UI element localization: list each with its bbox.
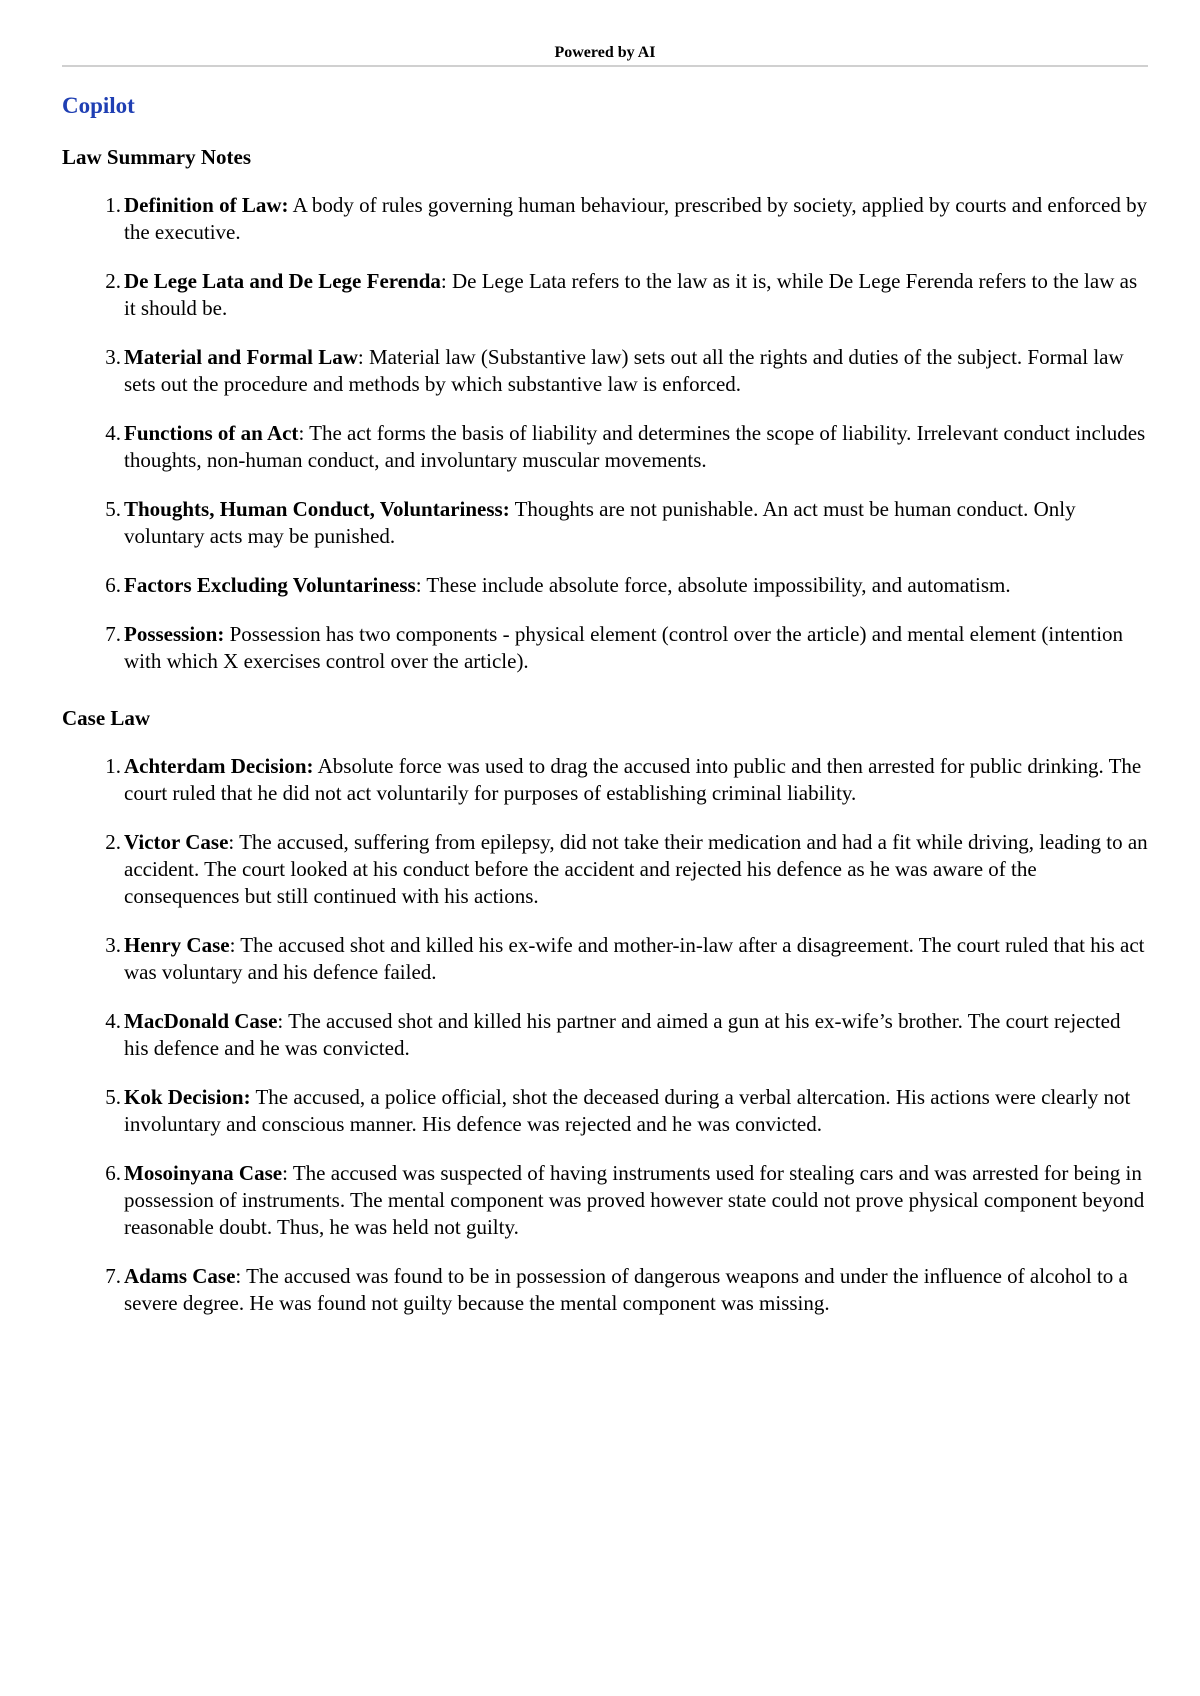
list-item-text: The accused, a police official, shot the deceased during a verbal altercation. His actions were clearly not involuntary and conscious manner. His defence was rejected and he was convicted. [124,1085,1131,1136]
list-item-term: Definition of Law: [124,193,289,217]
list-item-text: Possession has two components - physical element (control over the article) and mental element (intention with which X exercises control over the article). [124,622,1124,673]
list-item-number: 4. [105,1009,121,1033]
list-item [62,1263,1148,1317]
list-item-number: 6. [105,1161,121,1185]
list-item-term: Kok Decision: [124,1085,251,1109]
list-item-term: Henry Case [124,933,230,957]
list-item [62,496,1148,550]
list-item [62,829,1148,910]
list-item-text: Thoughts are not punishable. An act must be human conduct. Only voluntary acts may be punished. [124,497,1076,548]
list-item-text: A body of rules governing human behaviour, prescribed by society, applied by courts and enforced by the executive. [124,193,1148,244]
list-item-term: Material and Formal Law [124,345,358,369]
list-item-term: Functions of an Act [124,421,299,445]
list-item-term: Possession: [124,622,225,646]
header-divider [62,65,1148,67]
list-item-term: Mosoinyana Case [124,1161,283,1185]
list-item-text: Absolute force was used to drag the accused into public and then arrested for public drinking. The court ruled that he did not act voluntarily for purposes of establishing criminal liability. [124,754,1142,805]
document-page [62,0,1148,1696]
list-item [62,753,1148,807]
summary-heading: Law Summary Notes [62,145,251,169]
list-item-text: : The accused was found to be in possession of dangerous weapons and under the influence of alcohol to a severe degree. He was found not guilty because the mental component was missing. [124,1264,1128,1315]
list-item-number: 7. [105,622,121,646]
list-item-number: 2. [105,830,121,854]
list-item-text: : The accused was suspected of having instruments used for stealing cars and was arrested for being in possession of instruments. The mental component was proved however state could not prove physical component beyond reasonable doubt. Thus, he was held not guilty. [124,1161,1145,1239]
list-item-number: 6. [105,573,121,597]
list-item-number: 1. [105,193,121,217]
list-item-text: : The accused shot and killed his ex-wife and mother-in-law after a disagreement. The court ruled that his act was voluntary and his defence failed. [124,933,1145,984]
list-item [62,420,1148,474]
list-item-term: Victor Case [124,830,229,854]
list-item-number: 1. [105,754,121,778]
list-item [62,932,1148,986]
list-item [62,621,1148,675]
list-item [62,344,1148,398]
list-item-text: : The act forms the basis of liability and determines the scope of liability. Irrelevant conduct includes thoughts, non-human conduct, and involuntary muscular movements. [124,421,1146,472]
list-item-term: Achterdam Decision: [124,754,314,778]
list-item-number: 4. [105,421,121,445]
list-item [62,1084,1148,1138]
list-item-number: 5. [105,497,121,521]
list-item-term: Thoughts, Human Conduct, Voluntariness: [124,497,510,521]
summary-list [62,192,1148,675]
list-item [62,268,1148,322]
list-item-term: De Lege Lata and De Lege Ferenda [124,269,441,293]
list-item-text: : The accused shot and killed his partner and aimed a gun at his ex-wife’s brother. The court rejected his defence and he was convicted. [124,1009,1121,1060]
list-item-text: : The accused, suffering from epilepsy, did not take their medication and had a fit while driving, leading to an accident. The court looked at his conduct before the accident and rejected his defence as he was aware of the consequences but still continued with his actions. [124,830,1148,908]
case-law-heading: Case Law [62,706,151,730]
list-item [62,572,1148,599]
list-item [62,1008,1148,1062]
list-item-term: Adams Case [124,1264,236,1288]
list-item-number: 3. [105,345,121,369]
list-item-number: 7. [105,1264,121,1288]
list-item-number: 3. [105,933,121,957]
list-item-number: 5. [105,1085,121,1109]
list-item [62,192,1148,246]
list-item-text: : These include absolute force, absolute impossibility, and automatism. [415,573,1011,597]
case-law-list [62,753,1148,1317]
brand-title: Copilot [62,93,135,118]
list-item-number: 2. [105,269,121,293]
list-item [62,1160,1148,1241]
list-item-text: : Material law (Substantive law) sets out all the rights and duties of the subject. Formal law sets out the procedure and methods by which substantive law is enforced. [124,345,1124,396]
list-item-term: MacDonald Case [124,1009,278,1033]
list-item-term: Factors Excluding Voluntariness [124,573,416,597]
list-item-text: : De Lege Lata refers to the law as it is, while De Lege Ferenda refers to the law as it should be. [124,269,1138,320]
powered-by-label: Powered by AI [554,44,656,61]
